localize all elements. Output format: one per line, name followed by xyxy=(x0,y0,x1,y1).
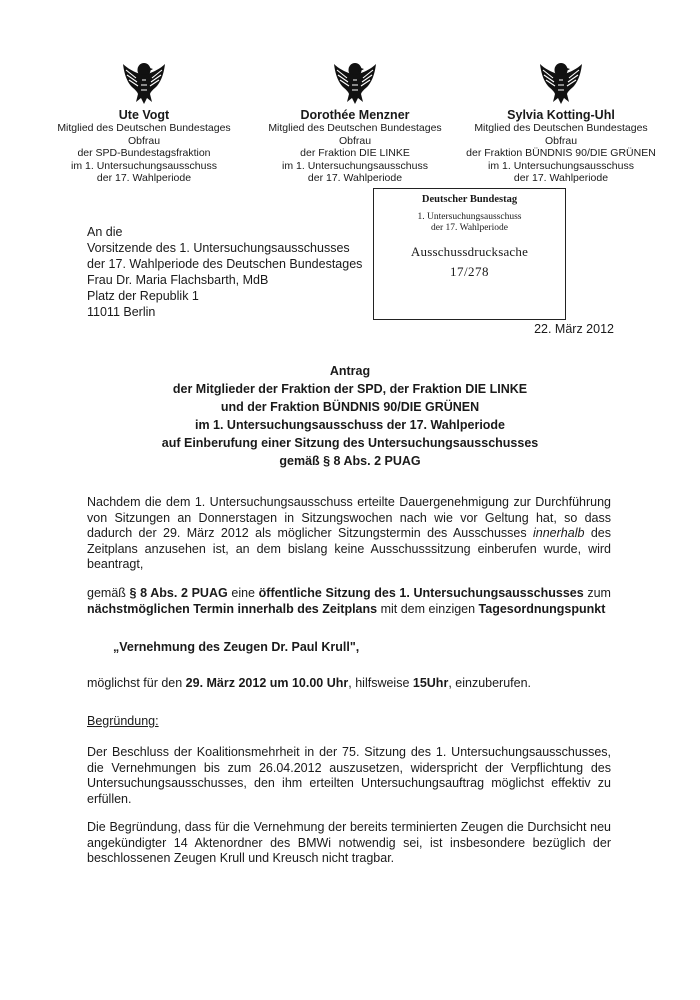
text-run: eine xyxy=(227,586,259,600)
member-line: der 17. Wahlperiode xyxy=(96,172,192,184)
text-run: , hilfsweise xyxy=(348,676,413,690)
federal-eagle-icon xyxy=(333,58,377,106)
title-line: auf Einberufung einer Sitzung des Untersuchungsausschusses xyxy=(161,436,539,450)
agenda-item: „Vernehmung des Zeugen Dr. Paul Krull", xyxy=(113,640,360,654)
text-run: des Zeitplans anzusehen ist, an dem bislang keine Ausschusssitzung einberufen wurde, wird beantragt, xyxy=(87,526,611,571)
member-line: Obfrau xyxy=(544,134,578,147)
federal-eagle-icon xyxy=(122,58,166,106)
text-run-bold: Tagesordnungspunkt xyxy=(478,601,606,616)
recipient-address xyxy=(87,224,362,320)
text-run-bold: § 8 Abs. 2 PUAG xyxy=(129,586,228,600)
member-line: der Fraktion BÜNDNIS 90/DIE GRÜNEN xyxy=(466,147,656,159)
document-date: 22. März 2012 xyxy=(534,322,614,336)
motion-title xyxy=(0,362,700,470)
stamp-doc-type: Ausschussdrucksache xyxy=(410,244,529,259)
title-line: Antrag xyxy=(329,364,371,378)
paragraph-reasoning-1: Der Beschluss der Koalitionsmehrheit in der 75. Sitzung des 1. Untersuchungsausschusses, die Vernehmungen bis zum 26.04.2012 auszusetzen, widerspricht der Verpflichtung des Untersuchungsausschusses, den ihm erteilten Untersuchungsauftrag möglichst effektiv zu erfüllen. xyxy=(87,745,611,806)
text-run: möglichst für den xyxy=(87,676,186,690)
member-line: Obfrau xyxy=(127,134,161,147)
member-line: im 1. Untersuchungsausschuss xyxy=(488,159,634,172)
member-dorothee-menzner xyxy=(255,58,455,185)
stamp-committee: 1. Untersuchungsausschuss xyxy=(417,212,522,222)
member-line: der Fraktion DIE LINKE xyxy=(300,147,410,159)
member-line: Mitglied des Deutschen Bundestages xyxy=(474,122,648,134)
text-run: Nachdem die dem 1. Untersuchungsausschuss erteilte Dauergenehmigung zur Durchführung von Sitzungen an Donnerstagen in Sitzungswochen nach wie vor Geltung hat, so dass dadurch der 29. März 2012 als möglicher Sitzungstermin des Ausschusses xyxy=(87,495,611,540)
text-run-bold: nächstmöglichen Termin innerhalb des Zeitplans xyxy=(87,601,378,616)
member-line: der 17. Wahlperiode xyxy=(513,172,609,184)
address-line: 11011 Berlin xyxy=(87,305,156,319)
paragraph-reasoning-2: Die Begründung, dass für die Vernehmung der bereits terminierten Zeugen die Durchsicht neu angekündigter 14 Aktenordner des BMWi notwendig sei, ist insbesondere bezüglich der beschlossenen Zeugen Krull und Kreusch nicht tragbar. xyxy=(87,820,611,865)
member-line: im 1. Untersuchungsausschuss xyxy=(71,159,217,172)
text-run-bold: öffentliche Sitzung des 1. Untersuchungsausschusses xyxy=(258,586,584,600)
member-line: Mitglied des Deutschen Bundestages xyxy=(268,122,442,134)
member-name: Sylvia Kotting-Uhl xyxy=(507,108,615,122)
address-line: An die xyxy=(87,225,123,239)
stamp-period: der 17. Wahlperiode xyxy=(431,223,508,233)
text-run: , einzuberufen. xyxy=(448,676,532,690)
member-line: Mitglied des Deutschen Bundestages xyxy=(57,122,231,134)
member-name: Dorothée Menzner xyxy=(300,108,410,122)
stamp-title: Deutscher Bundestag xyxy=(421,194,518,205)
text-run-bold: 15Uhr xyxy=(412,676,449,690)
committee-document-stamp xyxy=(373,188,566,320)
member-name: Ute Vogt xyxy=(118,108,170,122)
section-heading-reasoning: Begründung: xyxy=(87,714,159,728)
title-line: der Mitglieder der Fraktion der SPD, der Fraktion DIE LINKE xyxy=(172,382,528,396)
paragraph-request xyxy=(87,586,611,617)
title-line: und der Fraktion BÜNDNIS 90/DIE GRÜNEN xyxy=(220,400,480,414)
text-run: gemäß xyxy=(87,586,130,600)
title-line: im 1. Untersuchungsausschuss der 17. Wahlperiode xyxy=(194,418,506,432)
paragraph-intro xyxy=(87,495,611,573)
stamp-doc-number: 17/278 xyxy=(449,264,490,279)
address-line: der 17. Wahlperiode des Deutschen Bundestages xyxy=(87,257,363,271)
text-run: zum xyxy=(583,586,611,600)
member-sylvia-kotting-uhl xyxy=(461,58,661,185)
member-line: der 17. Wahlperiode xyxy=(307,172,403,184)
text-run-bold: 29. März 2012 um 10.00 Uhr xyxy=(185,676,349,690)
text-run: mit dem einzigen xyxy=(377,601,479,616)
paragraph-schedule xyxy=(87,676,611,692)
address-line: Platz der Republik 1 xyxy=(87,289,199,303)
federal-eagle-icon xyxy=(539,58,583,106)
title-line: gemäß § 8 Abs. 2 PUAG xyxy=(279,454,421,468)
member-line: Obfrau xyxy=(338,134,372,147)
member-ute-vogt xyxy=(44,58,244,185)
address-line: Vorsitzende des 1. Untersuchungsausschusses xyxy=(87,241,350,255)
member-line: der SPD-Bundestagsfraktion xyxy=(77,147,211,159)
address-line: Frau Dr. Maria Flachsbarth, MdB xyxy=(87,273,269,287)
member-line: im 1. Untersuchungsausschuss xyxy=(282,159,428,172)
text-run-italic: innerhalb xyxy=(533,526,585,540)
